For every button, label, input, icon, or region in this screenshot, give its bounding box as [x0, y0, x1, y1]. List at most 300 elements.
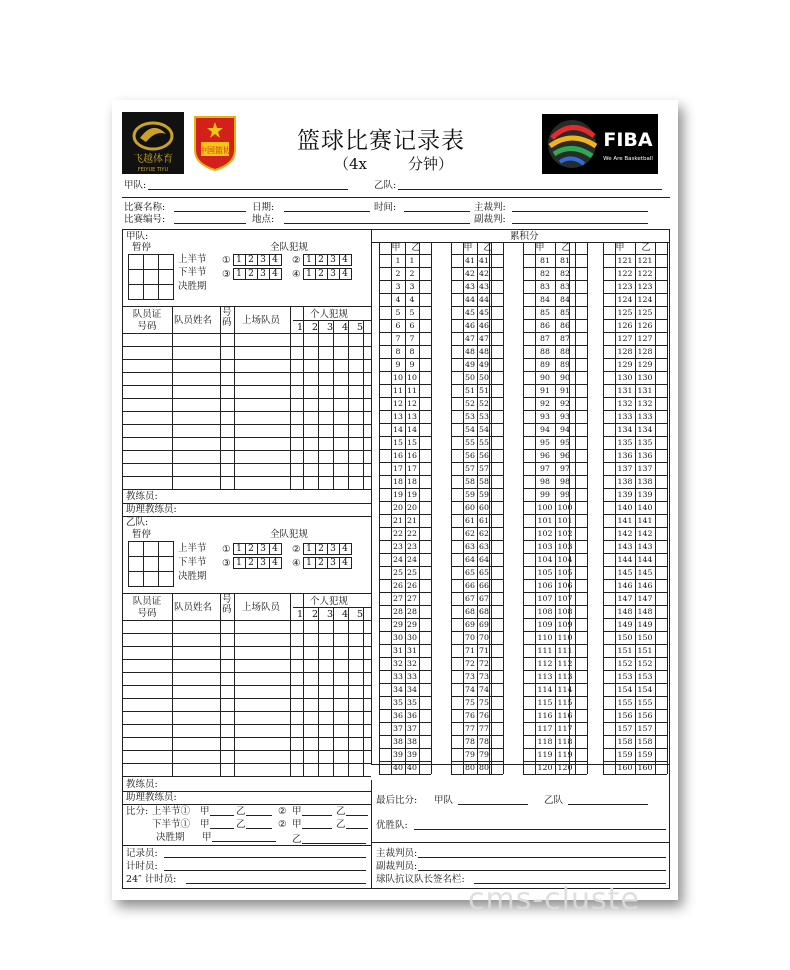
grid-line: [603, 774, 667, 775]
score-number: 22: [393, 529, 403, 538]
score-number: 79: [479, 750, 489, 759]
foul-box: 2: [245, 543, 258, 555]
score-header-a: 甲: [535, 243, 545, 253]
foul-box: 1: [303, 254, 316, 266]
score-number: 115: [537, 698, 553, 707]
final-team-a-field[interactable]: [458, 795, 528, 805]
score-number: 12: [407, 399, 417, 408]
score-number: 70: [479, 633, 489, 642]
second-half-label: 下半节: [178, 267, 207, 278]
score-number: 144: [617, 555, 633, 564]
score-header-b: 乙: [411, 243, 421, 253]
grid-line: [603, 242, 604, 774]
foul-box: 2: [245, 254, 258, 266]
running-score-grid[interactable]: [371, 242, 670, 772]
score-number: 70: [465, 633, 475, 642]
score-number: 156: [637, 711, 653, 720]
score-number: 24: [393, 555, 403, 564]
score-number: 105: [537, 568, 553, 577]
q4-a-field[interactable]: [302, 819, 332, 829]
grid-line: [172, 307, 173, 489]
final-team-b-field[interactable]: [568, 795, 648, 805]
referee-field[interactable]: [512, 202, 648, 212]
score-number: 149: [637, 620, 653, 629]
team-fouls-q1[interactable]: [222, 543, 282, 555]
score-number: 55: [465, 438, 475, 447]
foul-box: 4: [339, 268, 352, 280]
date-label: 日期:: [252, 202, 275, 213]
team-fouls-q4[interactable]: [292, 557, 352, 569]
score-number: 154: [617, 685, 633, 694]
score-number: 145: [637, 568, 653, 577]
score-number: 89: [560, 360, 570, 369]
score-number: 98: [560, 477, 570, 486]
foul-box: 3: [327, 543, 340, 555]
score-number: 75: [465, 698, 475, 707]
score-number: 160: [637, 763, 653, 772]
score-number: 132: [617, 399, 633, 408]
team-a-label: 甲队:: [124, 180, 147, 191]
score-number: 141: [617, 516, 633, 525]
venue-field[interactable]: [284, 214, 470, 224]
score-number: 105: [557, 568, 573, 577]
score-number: 33: [407, 672, 417, 681]
grid-line: [122, 776, 371, 777]
score-number: 128: [637, 347, 653, 356]
score-number: 111: [557, 646, 573, 655]
score-number: 73: [479, 672, 489, 681]
score-number: 124: [637, 295, 653, 304]
grid-line: [655, 242, 656, 774]
assistant-coach-label: 助理教练员:: [126, 504, 177, 515]
scorer-field[interactable]: [164, 848, 366, 858]
score-number: 84: [540, 295, 550, 304]
score-number: 52: [479, 399, 489, 408]
scorer-label: 记录员:: [126, 848, 158, 859]
pf-5: 5: [357, 322, 364, 333]
score-number: 45: [465, 308, 475, 317]
score-number: 118: [557, 737, 573, 746]
score-number: 48: [465, 347, 475, 356]
score-number: 15: [407, 438, 417, 447]
score-number: 46: [479, 321, 489, 330]
score-number: 35: [407, 698, 417, 707]
score-number: 107: [537, 594, 553, 603]
fiba-logo-text: FIBA: [603, 129, 653, 151]
score-number: 151: [617, 646, 633, 655]
score-number: 19: [393, 490, 403, 499]
score-number: 77: [465, 724, 475, 733]
score-number: 45: [479, 308, 489, 317]
first-half-a-field[interactable]: [210, 806, 234, 816]
score-number: 67: [479, 594, 489, 603]
grid-line: [667, 242, 668, 774]
score-number: 95: [560, 438, 570, 447]
team-a-field[interactable]: [148, 180, 348, 190]
overtime-label: 决胜期: [178, 571, 207, 582]
col-name: 队员姓名: [174, 602, 213, 613]
team-fouls-q2[interactable]: [292, 254, 352, 266]
score-number: 76: [479, 711, 489, 720]
team-fouls-label: 全队犯规: [270, 529, 309, 540]
score-number: 119: [557, 750, 573, 759]
scoresheet-page: [112, 100, 678, 900]
score-number: 42: [479, 269, 489, 278]
score-number: 20: [407, 503, 417, 512]
score-number: 21: [407, 516, 417, 525]
score-number: 149: [617, 620, 633, 629]
grid-line: [379, 774, 431, 775]
score-number: 115: [557, 698, 573, 707]
col-personal-fouls: 个人犯规: [310, 309, 349, 320]
foul-box: 4: [339, 254, 352, 266]
score-number: 4: [409, 295, 415, 304]
foul-box: 4: [269, 557, 282, 569]
timeouts-grid[interactable]: [128, 254, 174, 300]
foul-box: 4: [339, 543, 352, 555]
score-number: 106: [537, 581, 553, 590]
score-number: 117: [557, 724, 573, 733]
score-number: 108: [537, 607, 553, 616]
pf-2: 2: [312, 322, 319, 333]
team-fouls-q2[interactable]: [292, 543, 352, 555]
team-b-field[interactable]: [398, 180, 662, 190]
foul-box: 1: [233, 543, 246, 555]
col-license: 队员证号码: [132, 596, 162, 619]
team-label: 乙队:: [126, 517, 149, 528]
grid-line: [348, 608, 349, 776]
score-number: 77: [479, 724, 489, 733]
timeouts-grid[interactable]: [128, 541, 174, 587]
score-number: 96: [540, 451, 550, 460]
score-number: 153: [617, 672, 633, 681]
grid-line: [333, 608, 334, 776]
score-number: 103: [557, 542, 573, 551]
pf-1: 1: [297, 322, 304, 333]
score-number: 130: [617, 373, 633, 382]
score-number: 112: [537, 659, 553, 668]
score-number: 41: [479, 256, 489, 265]
timeouts-label: 暂停: [132, 529, 152, 540]
score-number: 125: [637, 308, 653, 317]
score-number: 73: [465, 672, 475, 681]
score-number: 39: [393, 750, 403, 759]
foul-box: 3: [327, 557, 340, 569]
referee-sign-field[interactable]: [418, 848, 666, 858]
foul-box: 3: [257, 268, 270, 280]
score-number: 152: [617, 659, 633, 668]
score-number: 78: [479, 737, 489, 746]
score-number: 113: [557, 672, 573, 681]
foul-box: 2: [245, 557, 258, 569]
score-number: 95: [540, 438, 550, 447]
score-number: 74: [479, 685, 489, 694]
pf-2: 2: [312, 609, 319, 620]
team-a-mark: 甲: [202, 832, 212, 843]
score-number: 116: [537, 711, 553, 720]
q2-b-field[interactable]: [346, 806, 368, 816]
score-number: 91: [540, 386, 550, 395]
score-number: 107: [557, 594, 573, 603]
score-number: 119: [537, 750, 553, 759]
score-number: 78: [465, 737, 475, 746]
q2-a-field[interactable]: [302, 806, 332, 816]
score-number: 136: [617, 451, 633, 460]
score-number: 120: [537, 763, 553, 772]
score-number: 62: [479, 529, 489, 538]
assistant-coach-label: 助理教练员:: [126, 792, 177, 803]
circle-4: ④: [292, 268, 301, 280]
player-roster-grid[interactable]: [122, 333, 371, 489]
score-number: 121: [637, 256, 653, 265]
grid-line: [451, 774, 503, 775]
score-number: 102: [537, 529, 553, 538]
winner-label: 优胜队:: [376, 820, 408, 831]
score-number: 147: [617, 594, 633, 603]
team-fouls-q4[interactable]: [292, 268, 352, 280]
score-number: 144: [637, 555, 653, 564]
score-number: 109: [537, 620, 553, 629]
final-team-b-label: 乙队: [544, 795, 564, 806]
score-number: 37: [407, 724, 417, 733]
score-number: 10: [407, 373, 417, 382]
timer-field[interactable]: [164, 861, 366, 871]
score-number: 68: [465, 607, 475, 616]
score-number: 57: [479, 464, 489, 473]
score-number: 31: [393, 646, 403, 655]
score-number: 98: [540, 477, 550, 486]
score-number: 76: [465, 711, 475, 720]
score-number: 97: [540, 464, 550, 473]
second-half-a-field[interactable]: [210, 819, 234, 829]
score-number: 114: [537, 685, 553, 694]
score-number: 100: [537, 503, 553, 512]
umpire-field[interactable]: [512, 214, 648, 224]
score-number: 138: [637, 477, 653, 486]
score-number: 13: [393, 412, 403, 421]
score-number: 28: [407, 607, 417, 616]
score-number: 32: [393, 659, 403, 668]
score-number: 83: [540, 282, 550, 291]
grid-line: [303, 594, 304, 776]
score-number: 28: [393, 607, 403, 616]
grid-line: [363, 321, 364, 489]
score-number: 125: [617, 308, 633, 317]
date-field[interactable]: [284, 202, 370, 212]
score-number: 128: [617, 347, 633, 356]
score-number: 23: [407, 542, 417, 551]
score-number: 108: [557, 607, 573, 616]
score-number: 139: [637, 490, 653, 499]
grid-line: [451, 242, 452, 774]
score-number: 6: [395, 321, 401, 330]
score-number: 62: [465, 529, 475, 538]
overtime-a-field[interactable]: [212, 832, 276, 842]
coach-label: 教练员:: [126, 779, 158, 790]
score-number: 96: [560, 451, 570, 460]
score-number: 47: [479, 334, 489, 343]
team-a-mark: 甲: [200, 819, 210, 830]
score-number: 71: [479, 646, 489, 655]
score-number: 19: [407, 490, 417, 499]
score-number: 121: [617, 256, 633, 265]
score-number: 40: [393, 763, 403, 772]
score-number: 93: [540, 412, 550, 421]
score-number: 110: [557, 633, 573, 642]
match-no-field[interactable]: [174, 214, 246, 224]
overtime-b-field[interactable]: [302, 834, 366, 844]
score-number: 142: [637, 529, 653, 538]
brand-logo-text: 飞越体育: [133, 154, 173, 165]
score-number: 66: [479, 581, 489, 590]
score-number: 136: [637, 451, 653, 460]
score-number: 25: [407, 568, 417, 577]
grid-line: [523, 774, 587, 775]
score-number: 16: [393, 451, 403, 460]
score-number: 72: [479, 659, 489, 668]
score-number: 100: [557, 503, 573, 512]
score-number: 56: [479, 451, 489, 460]
grid-line: [318, 608, 319, 776]
match-name-label: 比赛名称:: [124, 202, 166, 213]
score-number: 34: [407, 685, 417, 694]
score-number: 146: [617, 581, 633, 590]
team-a-mark: 甲: [200, 806, 210, 817]
score-number: 5: [395, 308, 401, 317]
score-number: 35: [393, 698, 403, 707]
score-number: 160: [617, 763, 633, 772]
score-number: 82: [540, 269, 550, 278]
watermark: cms-cluste: [468, 882, 640, 917]
score-number: 122: [617, 269, 633, 278]
score-number: 25: [393, 568, 403, 577]
score-number: 81: [540, 256, 550, 265]
time-field[interactable]: [404, 202, 470, 212]
score-number: 38: [407, 737, 417, 746]
pf-4: 4: [342, 609, 349, 620]
team-fouls-q3[interactable]: [222, 557, 282, 569]
score-number: 155: [637, 698, 653, 707]
foul-box: 3: [257, 557, 270, 569]
grid-line: [290, 307, 291, 489]
team-fouls-label: 全队犯规: [270, 242, 309, 253]
foul-box: 1: [303, 557, 316, 569]
fiba-logo: [542, 114, 658, 174]
grid-line: [575, 242, 576, 774]
score-number: 12: [393, 399, 403, 408]
foul-box: 1: [233, 254, 246, 266]
score-number: 29: [393, 620, 403, 629]
foul-box: 1: [233, 268, 246, 280]
pf-1: 1: [297, 609, 304, 620]
score-number: 36: [393, 711, 403, 720]
score-number: 30: [393, 633, 403, 642]
score-number: 60: [465, 503, 475, 512]
score-number: 113: [537, 672, 553, 681]
score-number: 41: [465, 256, 475, 265]
team-b-mark: 乙: [236, 819, 246, 830]
winner-field[interactable]: [414, 820, 666, 830]
team-b-mark: 乙: [292, 834, 302, 845]
score-number: 52: [465, 399, 475, 408]
score-number: 3: [395, 282, 401, 291]
match-name-field[interactable]: [174, 202, 246, 212]
score-number: 26: [407, 581, 417, 590]
col-number: 号码: [222, 594, 232, 615]
col-player-in: 上场队员: [242, 602, 281, 613]
foul-box: 1: [303, 543, 316, 555]
score-number: 159: [637, 750, 653, 759]
score-number: 159: [617, 750, 633, 759]
overtime-label: 决胜期: [156, 832, 185, 843]
score-number: 140: [637, 503, 653, 512]
score-number: 141: [637, 516, 653, 525]
score-number: 91: [560, 386, 570, 395]
score-number: 64: [465, 555, 475, 564]
umpire-sign-field[interactable]: [418, 861, 666, 871]
score-number: 94: [560, 425, 570, 434]
referee-sign-label: 主裁判员:: [376, 848, 418, 859]
team-fouls-q3[interactable]: [222, 268, 282, 280]
score-number: 55: [479, 438, 489, 447]
referee-label: 主裁判:: [474, 202, 506, 213]
score-number: 117: [537, 724, 553, 733]
score-number: 65: [479, 568, 489, 577]
grid-line: [234, 307, 235, 489]
protest-sign-label: 球队抗议队长签名栏:: [376, 874, 465, 885]
grid-line: [489, 242, 490, 774]
player-roster-grid[interactable]: [122, 620, 371, 776]
score-number: 88: [540, 347, 550, 356]
score-number: 23: [393, 542, 403, 551]
foul-box: 4: [269, 254, 282, 266]
team-label: 甲队:: [126, 231, 149, 242]
second-half-b-field[interactable]: [246, 819, 272, 829]
score-number: 124: [617, 295, 633, 304]
subtitle-prefix: （4x: [334, 155, 368, 173]
col-number: 号码: [222, 307, 232, 328]
first-half-b-field[interactable]: [246, 806, 272, 816]
score-number: 118: [537, 737, 553, 746]
score-number: 14: [407, 425, 417, 434]
grid-line: [220, 594, 221, 776]
score-number: 94: [540, 425, 550, 434]
score-number: 14: [393, 425, 403, 434]
q4-b-field[interactable]: [346, 819, 368, 829]
score-number: 42: [465, 269, 475, 278]
score-number: 88: [560, 347, 570, 356]
score-number: 130: [637, 373, 653, 382]
score-number: 143: [637, 542, 653, 551]
score-number: 153: [637, 672, 653, 681]
score-number: 43: [479, 282, 489, 291]
foul-box: 4: [269, 268, 282, 280]
circle-1: ①: [222, 543, 231, 555]
team-fouls-q1[interactable]: [222, 254, 282, 266]
score-number: 58: [479, 477, 489, 486]
grid-line: [348, 321, 349, 489]
shot-clock-field[interactable]: [186, 874, 366, 884]
score-number: 58: [465, 477, 475, 486]
score-number: 79: [465, 750, 475, 759]
score-number: 134: [617, 425, 633, 434]
score-number: 2: [409, 269, 415, 278]
score-number: 11: [393, 386, 403, 395]
grid-line: [379, 242, 380, 774]
score-number: 84: [560, 295, 570, 304]
foul-box: 3: [327, 268, 340, 280]
score-number: 104: [557, 555, 573, 564]
